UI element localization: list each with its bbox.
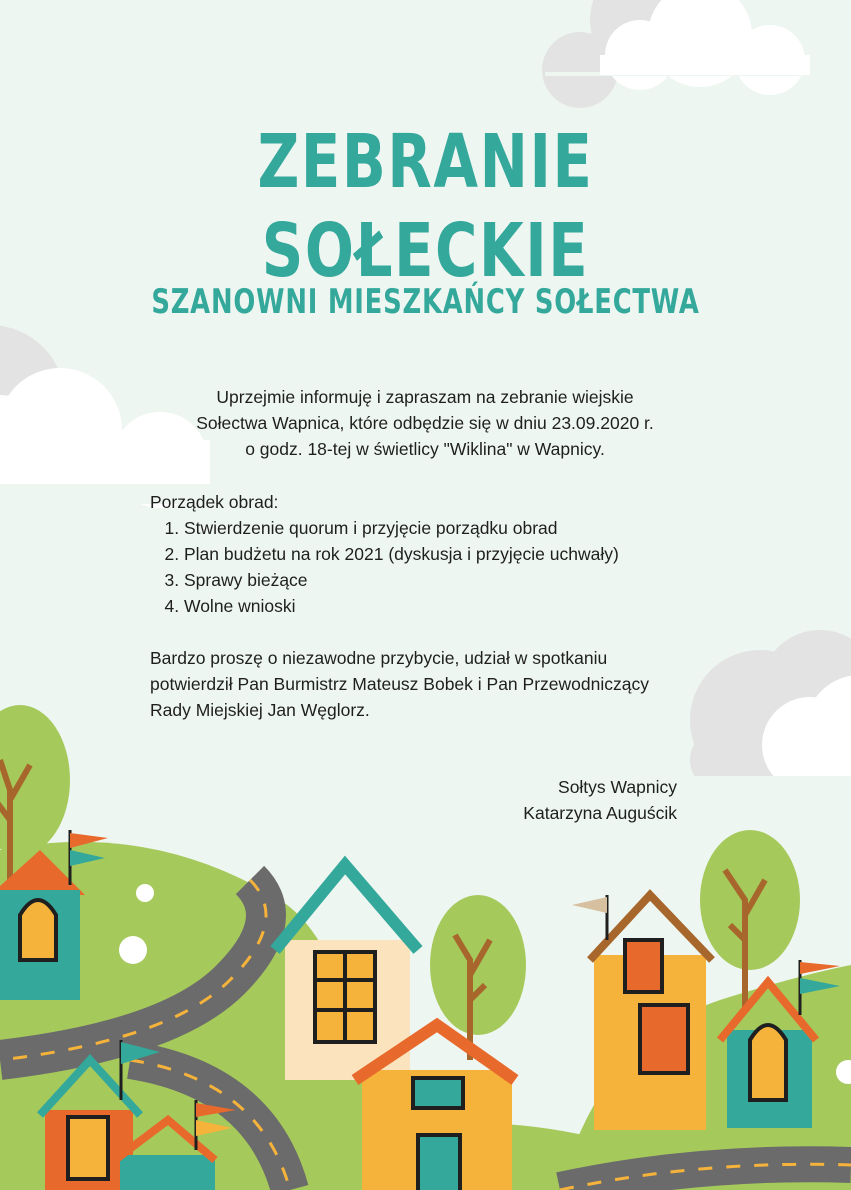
closing-paragraph — [150, 645, 750, 723]
agenda-item: 4. Wolne wnioski — [184, 593, 750, 619]
closing-line: potwierdził Pan Burmistrz Mateusz Bobek i Pan Przewodniczący — [150, 674, 649, 694]
closing-line: Bardzo proszę o niezawodne przybycie, udział w spotkaniu — [150, 648, 608, 668]
intro-line: o godz. 18-tej w świetlicy "Wiklina" w Wapnicy. — [245, 439, 605, 459]
closing-line: Rady Miejskiej Jan Węglorz. — [150, 700, 370, 720]
cloud-top-right — [542, 0, 810, 108]
agenda-item: 2. Plan budżetu na rok 2021 (dyskusja i przyjęcie uchwały) — [184, 541, 750, 567]
house-yellow — [572, 895, 712, 1130]
agenda-item: 1. Stwierdzenie quorum i przyjęcie porządku obrad — [184, 515, 750, 541]
signature-name: Katarzyna Auguścik — [523, 803, 677, 823]
intro-line: Uprzejmie informuję i zapraszam na zebranie wiejskie — [216, 387, 634, 407]
agenda-list — [150, 515, 750, 619]
agenda — [150, 489, 750, 619]
signature — [523, 774, 677, 826]
agenda-heading: Porządek obrad: — [150, 492, 279, 512]
signature-role: Sołtys Wapnicy — [558, 777, 677, 797]
intro-line: Sołectwa Wapnica, które odbędzie się w dniu 23.09.2020 r. — [196, 413, 654, 433]
page-subtitle: SZANOWNI MIESZKAŃCY SOŁECTWA — [151, 282, 700, 322]
intro-paragraph — [120, 384, 730, 462]
page-title: ZEBRANIE SOŁECKIE — [257, 119, 594, 294]
agenda-item: 3. Sprawy bieżące — [184, 567, 750, 593]
